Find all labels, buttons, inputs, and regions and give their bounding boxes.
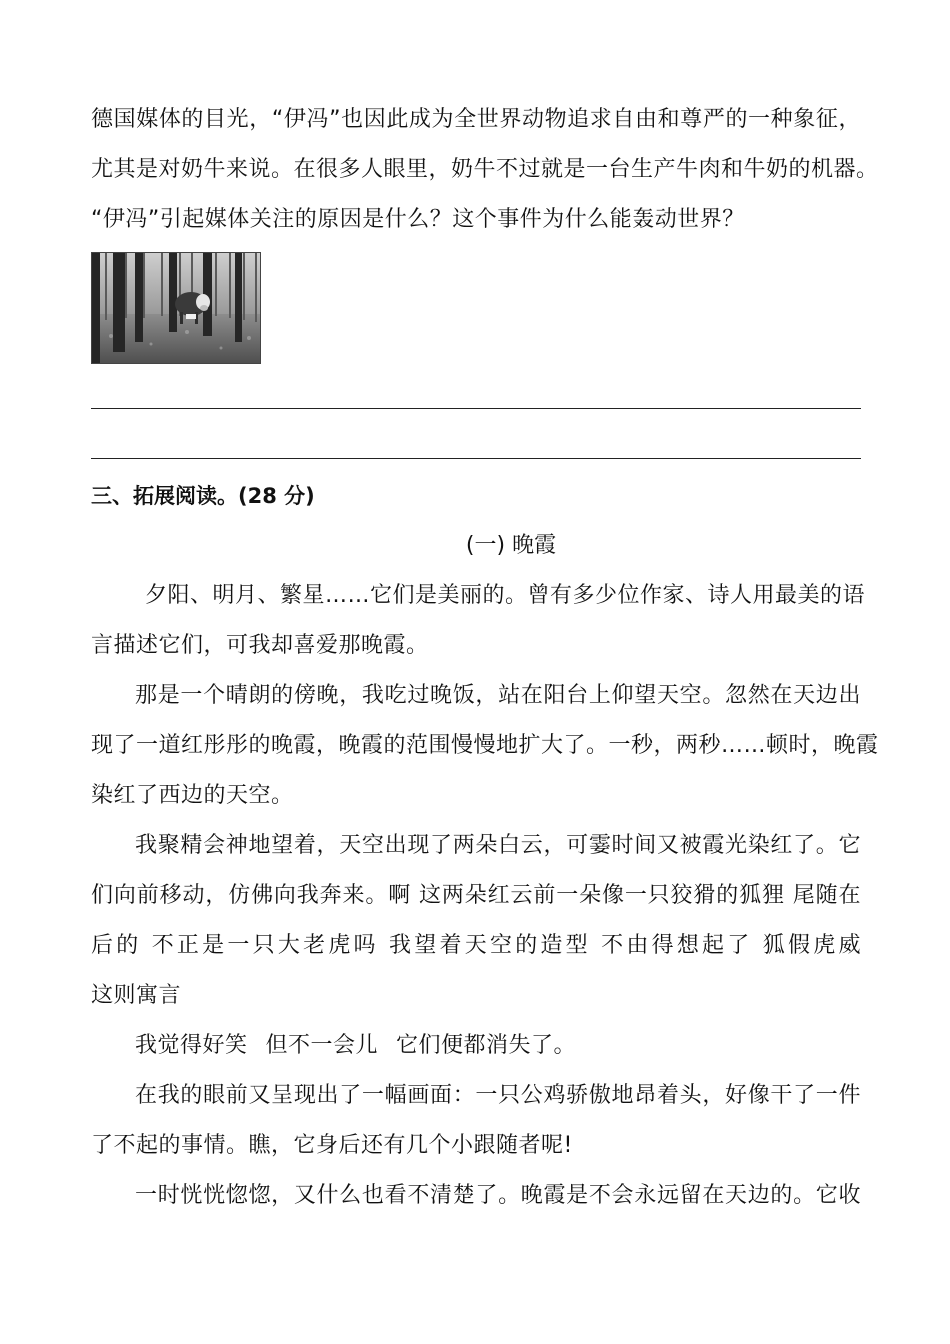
text-line: 了不起的事情。瞧，它身后还有几个小跟随者呢! — [91, 1133, 573, 1158]
text-segment: 们向前移动，仿佛向我奔来。啊 — [91, 883, 412, 908]
question-text: “伊冯”引起媒体关注的原因是什么？这个事件为什么能轰动世界？ — [91, 207, 745, 232]
text-line — [91, 871, 861, 921]
text-line: 现了一道红彤彤的晚霞，晚霞的范围慢慢地扩大了。一秒，两秒……顿时，晚霞 — [91, 733, 879, 758]
text-segment: 我望着天空的造型 — [389, 933, 591, 958]
text-segment: 但不一会儿 — [265, 1033, 379, 1058]
passage-title: (一) 晚霞 — [465, 533, 557, 558]
section-heading: 三、拓展阅读。(28 分) — [91, 484, 315, 508]
text-segment: 它们便都消失了。 — [396, 1033, 577, 1058]
text-segment: 不由得想起了 — [601, 933, 753, 958]
text-line: 那是一个晴朗的傍晚，我吃过晚饭，站在阳台上仰望天空。忽然在天边出 — [135, 683, 861, 708]
text-line: 尤其是对奶牛来说。在很多人眼里，奶牛不过就是一台生产牛肉和牛奶的机器。 — [91, 157, 879, 182]
text-segment: 我觉得好笑 — [135, 1033, 248, 1058]
text-line — [91, 921, 861, 971]
text-line: 染红了西边的天空。 — [91, 783, 294, 808]
document-page — [91, 95, 879, 1221]
text-segment: 后的 — [91, 933, 142, 958]
text-line: 我聚精会神地望着，天空出现了两朵白云，可霎时间又被霞光染红了。它 — [135, 833, 861, 858]
cow-in-forest-photo — [91, 252, 261, 364]
text-line: 夕阳、明月、繁星……它们是美丽的。曾有多少位作家、诗人用最美的语 — [145, 583, 866, 608]
text-segment: 这两朵红云前一朵像一只狡猾的狐狸 — [419, 883, 785, 908]
text-line — [91, 1021, 861, 1071]
text-line: 德国媒体的目光，“伊冯”也因此成为全世界动物追求自由和尊严的一种象征， — [91, 107, 861, 132]
text-line: 言描述它们，可我却喜爱那晚霞。 — [91, 633, 429, 658]
text-segment: 不正是一只大老虎吗 — [151, 933, 379, 958]
text-line: 一时恍恍惚惚，又什么也看不清楚了。晚霞是不会永远留在天边的。它收 — [135, 1183, 861, 1208]
text-segment: 尾随在 — [792, 883, 861, 908]
text-segment: 狐假虎威 — [762, 933, 861, 958]
text-line: 在我的眼前又呈现出了一幅画面：一只公鸡骄傲地昂着头，好像干了一件 — [135, 1083, 861, 1108]
text-line: 这则寓言 — [91, 983, 182, 1008]
